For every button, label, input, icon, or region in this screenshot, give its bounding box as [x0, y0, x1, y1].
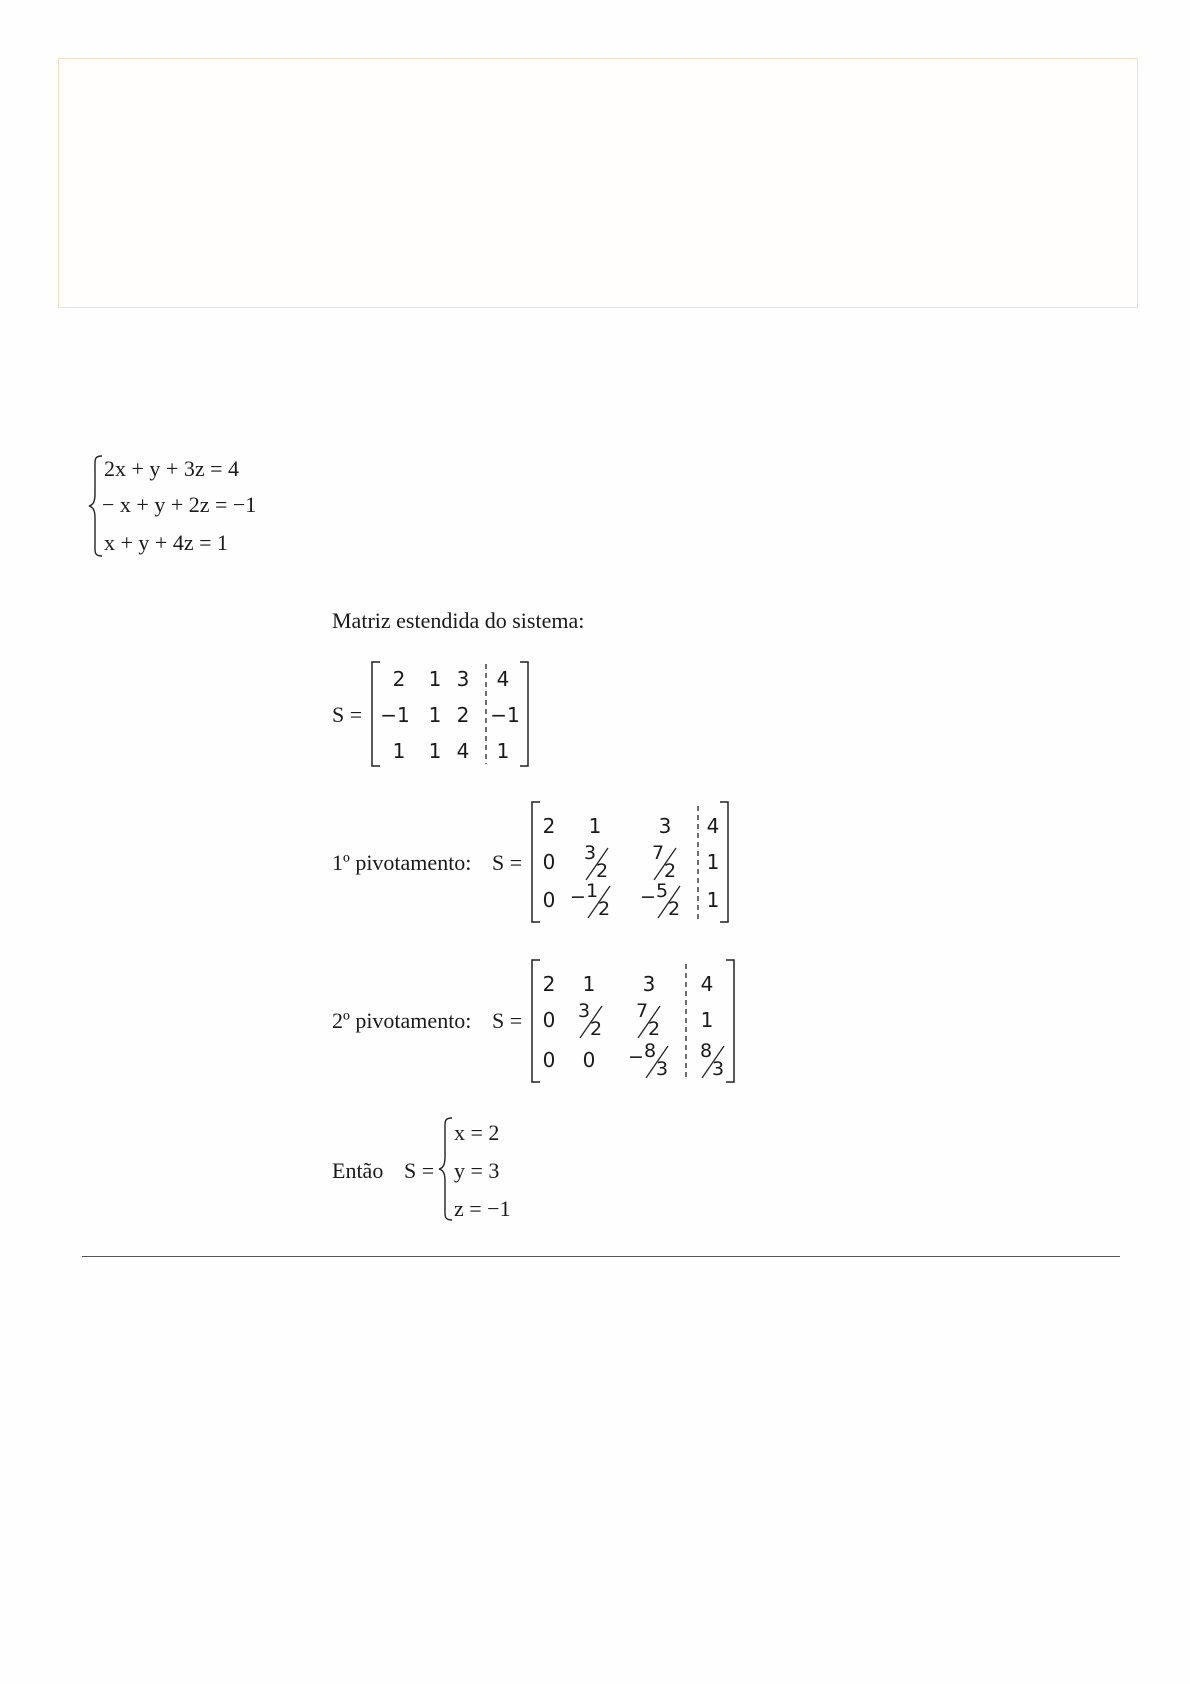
- numerator: 8: [700, 1040, 713, 1062]
- p1-cell: 1: [588, 814, 602, 838]
- p1-cell: 1: [706, 888, 720, 912]
- p2-cell: 3: [642, 972, 656, 996]
- p2-cell: 1: [582, 972, 596, 996]
- horizontal-divider: [82, 1256, 1120, 1257]
- numerator: 7: [636, 1000, 649, 1022]
- solution-brace: [438, 1116, 454, 1222]
- p1-fraction: [570, 880, 616, 922]
- system-equation-3: x + y + 4z = 1: [104, 530, 228, 555]
- ext-cell: −1: [380, 703, 410, 727]
- banner-placeholder-box: [58, 58, 1138, 308]
- p2-cell: 2: [542, 972, 556, 996]
- pivot2-label: 2º pivotamento:: [332, 1008, 472, 1033]
- solution-z: z = −1: [454, 1196, 511, 1221]
- denominator: 2: [590, 1018, 603, 1040]
- p1-cell: 2: [542, 814, 556, 838]
- p2-cell: 0: [542, 1008, 556, 1032]
- solution-y: y = 3: [454, 1158, 500, 1183]
- denominator: 2: [668, 898, 681, 920]
- fraction-sign: −: [570, 886, 586, 908]
- system-equation-1: 2x + y + 3z = 4: [104, 456, 239, 481]
- numerator: 8: [644, 1040, 657, 1062]
- ext-cell: 4: [496, 667, 510, 691]
- system-equation-2: − x + y + 2z = −1: [102, 492, 257, 517]
- p1-fraction: [640, 880, 686, 922]
- p1-cell: 0: [542, 888, 556, 912]
- numerator: 3: [584, 842, 597, 864]
- ext-cell: 1: [496, 739, 510, 763]
- ext-cell: 1: [428, 667, 442, 691]
- p2-fraction: [690, 1040, 730, 1082]
- solution-prefix: Então: [332, 1158, 384, 1183]
- pivot1-matrix-brackets: [530, 800, 730, 924]
- numerator: 1: [586, 880, 599, 902]
- pivot1-label: 1º pivotamento:: [332, 850, 472, 875]
- numerator: 3: [578, 1000, 591, 1022]
- solution-lhs: S =: [404, 1158, 435, 1183]
- ext-cell: 3: [456, 667, 470, 691]
- denominator: 3: [712, 1058, 725, 1080]
- denominator: 2: [648, 1018, 661, 1040]
- numerator: 7: [652, 842, 665, 864]
- ext-cell: 1: [428, 739, 442, 763]
- denominator: 2: [598, 898, 611, 920]
- p2-fraction: [626, 1000, 666, 1042]
- ext-cell: 2: [392, 667, 406, 691]
- p2-cell: 0: [542, 1048, 556, 1072]
- ext-cell: 2: [456, 703, 470, 727]
- p1-cell: 3: [658, 814, 672, 838]
- denominator: 2: [664, 860, 677, 882]
- p2-cell: 4: [700, 972, 714, 996]
- extended-matrix-title: Matriz estendida do sistema:: [332, 608, 585, 633]
- pivot1-lhs: S =: [492, 850, 523, 875]
- fraction-sign: −: [628, 1046, 644, 1068]
- p1-fraction: [642, 842, 682, 884]
- denominator: 2: [596, 860, 609, 882]
- ext-cell: 4: [456, 739, 470, 763]
- pivot2-matrix: [530, 958, 736, 1084]
- p2-cell: 1: [700, 1008, 714, 1032]
- p1-fraction: [574, 842, 614, 884]
- denominator: 3: [656, 1058, 669, 1080]
- p2-cell: 0: [582, 1048, 596, 1072]
- ext-cell: 1: [428, 703, 442, 727]
- solution-x: x = 2: [454, 1120, 500, 1145]
- extended-matrix-lhs: S =: [332, 702, 363, 727]
- fraction-sign: −: [640, 886, 656, 908]
- p1-cell: 0: [542, 850, 556, 874]
- p1-cell: 4: [706, 814, 720, 838]
- p1-cell: 1: [706, 850, 720, 874]
- numerator: 5: [656, 880, 669, 902]
- p2-fraction: [628, 1040, 674, 1082]
- p2-fraction: [568, 1000, 608, 1042]
- pivot1-matrix: [530, 800, 730, 924]
- pivot2-lhs: S =: [492, 1008, 523, 1033]
- extended-matrix: [370, 660, 530, 768]
- ext-cell: −1: [490, 703, 520, 727]
- ext-cell: 1: [392, 739, 406, 763]
